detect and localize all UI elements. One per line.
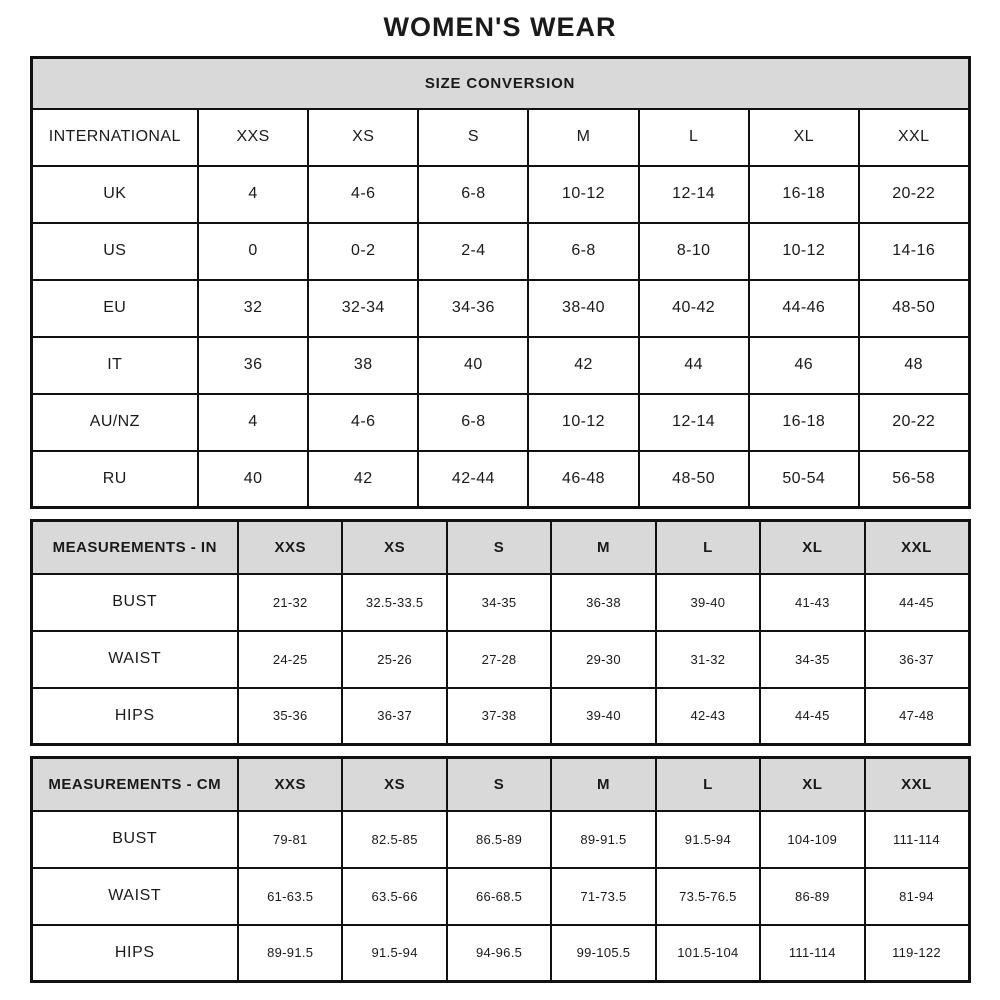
- table-cell: 36-38: [551, 574, 655, 631]
- table-cell: 34-36: [418, 280, 528, 337]
- table-header-row: [31, 521, 969, 574]
- table-cell: 32-34: [308, 280, 418, 337]
- table-cell: 6-8: [418, 166, 528, 223]
- column-header-xl: XL: [760, 758, 864, 811]
- table-cell: L: [639, 109, 749, 166]
- table-cell: 48: [859, 337, 969, 394]
- table-cell: 111-114: [865, 811, 969, 868]
- table-cell: 10-12: [749, 223, 859, 280]
- table-cell: 66-68.5: [447, 868, 551, 925]
- table-row: [31, 280, 969, 337]
- table-cell: 56-58: [859, 451, 969, 508]
- column-header-xxs: XXS: [238, 758, 342, 811]
- table-cell: 91.5-94: [342, 925, 446, 982]
- table-title: MEASUREMENTS - CM: [31, 758, 238, 811]
- table-cell: 48-50: [639, 451, 749, 508]
- table-cell: 89-91.5: [551, 811, 655, 868]
- table-cell: 20-22: [859, 166, 969, 223]
- measurements-cm-head: [31, 758, 969, 811]
- table-cell: 42-43: [656, 688, 760, 745]
- column-header-s: S: [447, 521, 551, 574]
- table-cell: 32: [198, 280, 308, 337]
- table-row: [31, 451, 969, 508]
- table-cell: 12-14: [639, 166, 749, 223]
- table-cell: 73.5-76.5: [656, 868, 760, 925]
- table-cell: 46-48: [528, 451, 638, 508]
- table-row: [31, 688, 969, 745]
- table-cell: 91.5-94: [656, 811, 760, 868]
- table-cell: 10-12: [528, 166, 638, 223]
- table-cell: 40: [418, 337, 528, 394]
- table-cell: 39-40: [656, 574, 760, 631]
- table-cell: 24-25: [238, 631, 342, 688]
- table-row: [31, 109, 969, 166]
- table-cell: S: [418, 109, 528, 166]
- table-cell: 104-109: [760, 811, 864, 868]
- table-title: MEASUREMENTS - IN: [31, 521, 238, 574]
- table-cell: 82.5-85: [342, 811, 446, 868]
- table-cell: 44-46: [749, 280, 859, 337]
- table-cell: 79-81: [238, 811, 342, 868]
- table-cell: 42: [308, 451, 418, 508]
- size-conversion-body: [31, 109, 969, 508]
- table-cell: 40: [198, 451, 308, 508]
- table-cell: 21-32: [238, 574, 342, 631]
- table-cell: 6-8: [528, 223, 638, 280]
- table-row: [31, 394, 969, 451]
- page-title: WOMEN'S WEAR: [383, 12, 617, 42]
- table-cell: 32.5-33.5: [342, 574, 446, 631]
- table-cell: 35-36: [238, 688, 342, 745]
- table-cell: 25-26: [342, 631, 446, 688]
- column-header-s: S: [447, 758, 551, 811]
- table-cell: XXL: [859, 109, 969, 166]
- table-cell: 38: [308, 337, 418, 394]
- table-cell: 29-30: [551, 631, 655, 688]
- table-cell: 61-63.5: [238, 868, 342, 925]
- row-label: BUST: [31, 574, 238, 631]
- measurements-cm-body: [31, 811, 969, 982]
- table-row: [31, 868, 969, 925]
- table-cell: 50-54: [749, 451, 859, 508]
- table-cell: 47-48: [865, 688, 969, 745]
- table-cell: 4-6: [308, 166, 418, 223]
- table-cell: 46: [749, 337, 859, 394]
- table-cell: 20-22: [859, 394, 969, 451]
- column-header-xxs: XXS: [238, 521, 342, 574]
- table-cell: 16-18: [749, 166, 859, 223]
- table-cell: 71-73.5: [551, 868, 655, 925]
- table-cell: 44: [639, 337, 749, 394]
- table-cell: 119-122: [865, 925, 969, 982]
- row-label: HIPS: [31, 925, 238, 982]
- table-cell: 40-42: [639, 280, 749, 337]
- table-cell: 31-32: [656, 631, 760, 688]
- measurements-in-table: [30, 519, 971, 746]
- row-label: HIPS: [31, 688, 238, 745]
- table-cell: 38-40: [528, 280, 638, 337]
- table-cell: 44-45: [865, 574, 969, 631]
- column-header-xxl: XXL: [865, 758, 969, 811]
- row-label: WAIST: [31, 631, 238, 688]
- row-label: EU: [31, 280, 198, 337]
- table-cell: 36-37: [865, 631, 969, 688]
- table-cell: XS: [308, 109, 418, 166]
- table-cell: 14-16: [859, 223, 969, 280]
- size-conversion-title: SIZE CONVERSION: [31, 58, 969, 109]
- table-cell: 42: [528, 337, 638, 394]
- table-row: [31, 574, 969, 631]
- column-header-m: M: [551, 521, 655, 574]
- table-cell: 99-105.5: [551, 925, 655, 982]
- row-label: IT: [31, 337, 198, 394]
- table-header-row: [31, 758, 969, 811]
- table-cell: 34-35: [760, 631, 864, 688]
- table-row: [31, 223, 969, 280]
- table-cell: XXS: [198, 109, 308, 166]
- table-cell: 12-14: [639, 394, 749, 451]
- table-cell: 10-12: [528, 394, 638, 451]
- table-cell: 94-96.5: [447, 925, 551, 982]
- table-cell: 86-89: [760, 868, 864, 925]
- column-header-xs: XS: [342, 521, 446, 574]
- table-cell: 4: [198, 166, 308, 223]
- table-cell: 2-4: [418, 223, 528, 280]
- column-header-xs: XS: [342, 758, 446, 811]
- table-cell: 42-44: [418, 451, 528, 508]
- table-cell: 36: [198, 337, 308, 394]
- table-cell: 27-28: [447, 631, 551, 688]
- row-label: WAIST: [31, 868, 238, 925]
- row-label: INTERNATIONAL: [31, 109, 198, 166]
- table-cell: 4: [198, 394, 308, 451]
- table-row: [31, 811, 969, 868]
- column-header-xl: XL: [760, 521, 864, 574]
- row-label: RU: [31, 451, 198, 508]
- size-conversion-table: [30, 56, 971, 509]
- measurements-cm-table: [30, 756, 971, 983]
- table-cell: 37-38: [447, 688, 551, 745]
- table-cell: 86.5-89: [447, 811, 551, 868]
- column-header-l: L: [656, 758, 760, 811]
- table-cell: 44-45: [760, 688, 864, 745]
- table-cell: 81-94: [865, 868, 969, 925]
- column-header-m: M: [551, 758, 655, 811]
- row-label: US: [31, 223, 198, 280]
- table-cell: 41-43: [760, 574, 864, 631]
- table-cell: 101.5-104: [656, 925, 760, 982]
- row-label: BUST: [31, 811, 238, 868]
- table-cell: 36-37: [342, 688, 446, 745]
- table-row: [31, 166, 969, 223]
- table-cell: 0-2: [308, 223, 418, 280]
- column-header-xxl: XXL: [865, 521, 969, 574]
- table-cell: 48-50: [859, 280, 969, 337]
- table-row: [31, 925, 969, 982]
- table-row: [31, 337, 969, 394]
- table-cell: 89-91.5: [238, 925, 342, 982]
- measurements-in-head: [31, 521, 969, 574]
- size-conversion-title-row: [31, 58, 969, 109]
- column-header-l: L: [656, 521, 760, 574]
- row-label: AU/NZ: [31, 394, 198, 451]
- table-cell: 39-40: [551, 688, 655, 745]
- table-cell: 0: [198, 223, 308, 280]
- table-row: [31, 631, 969, 688]
- table-cell: 63.5-66: [342, 868, 446, 925]
- table-cell: 4-6: [308, 394, 418, 451]
- table-cell: 8-10: [639, 223, 749, 280]
- table-cell: M: [528, 109, 638, 166]
- measurements-in-body: [31, 574, 969, 745]
- table-cell: 111-114: [760, 925, 864, 982]
- table-cell: 34-35: [447, 574, 551, 631]
- size-chart-page: [30, 0, 971, 983]
- row-label: UK: [31, 166, 198, 223]
- table-cell: 6-8: [418, 394, 528, 451]
- table-cell: XL: [749, 109, 859, 166]
- table-cell: 16-18: [749, 394, 859, 451]
